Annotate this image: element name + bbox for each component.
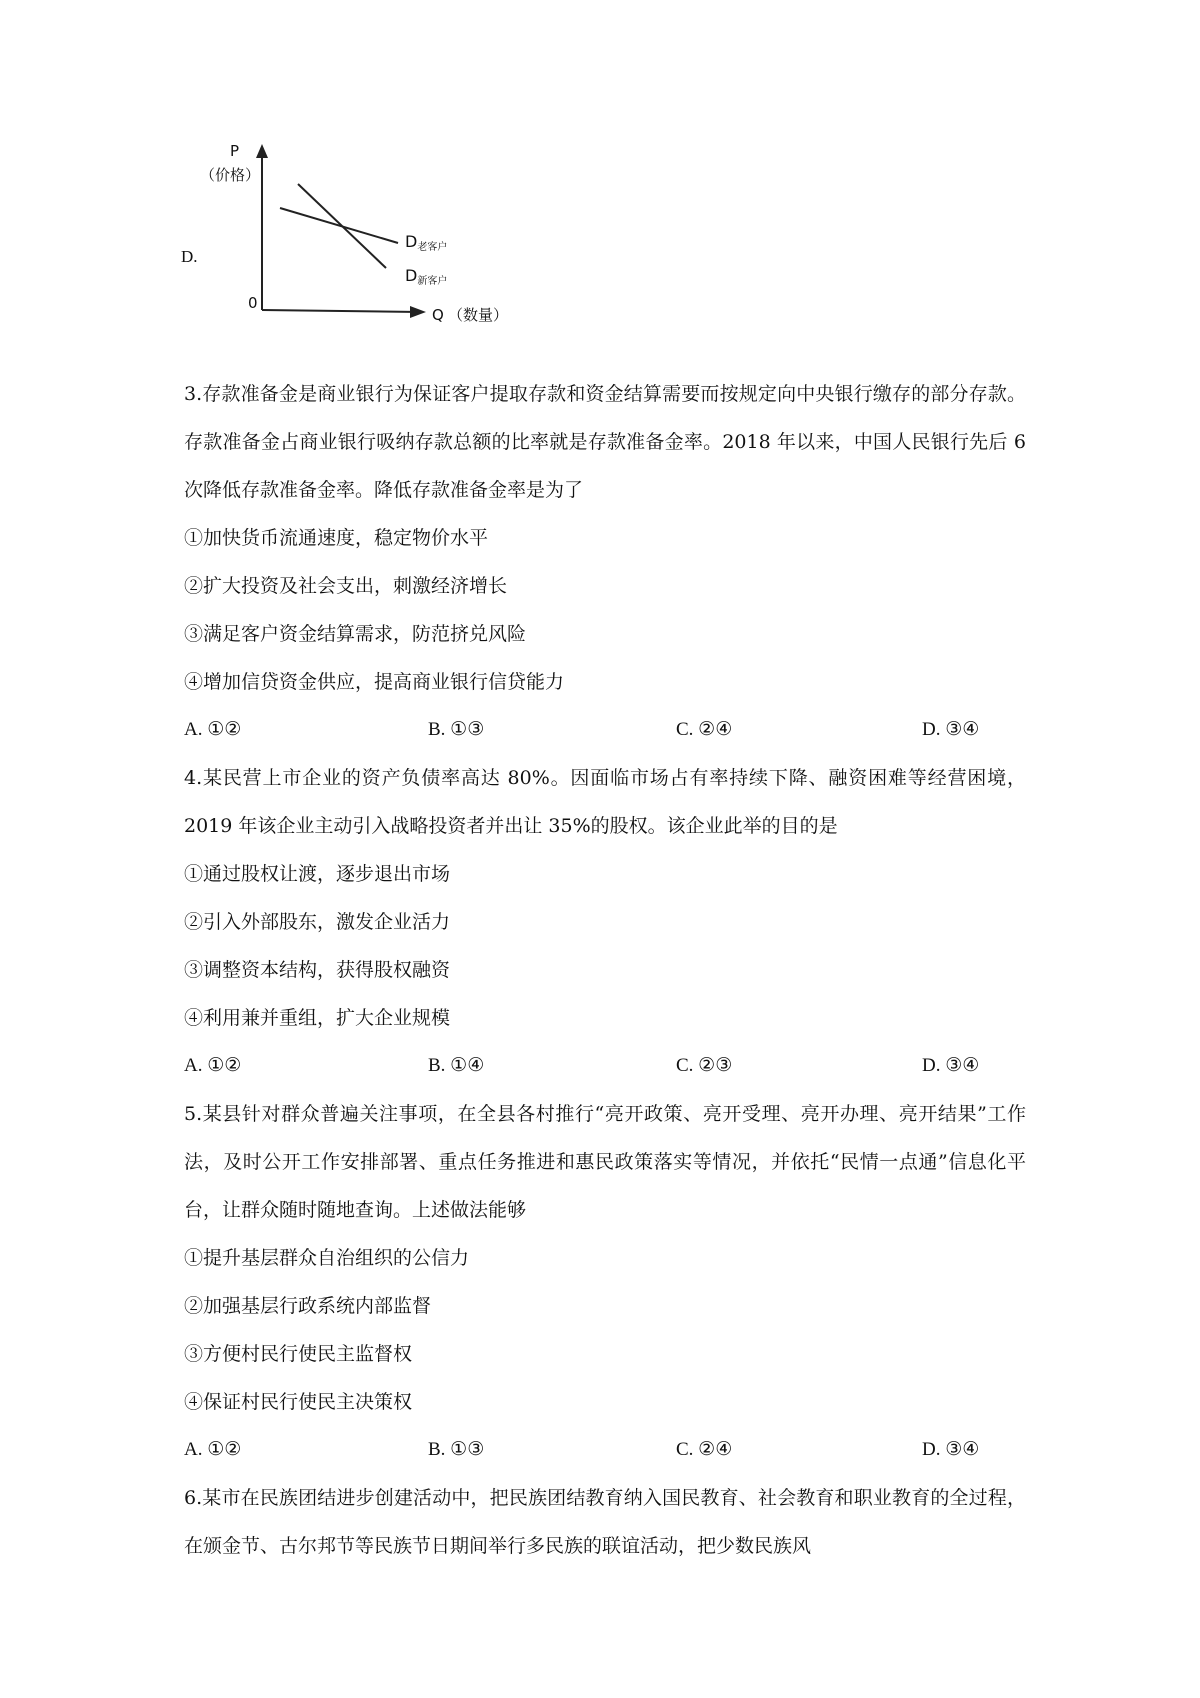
answer-choices — [184, 706, 1026, 754]
statement-4: ④利用兼并重组，扩大企业规模 — [184, 1007, 451, 1029]
question-stem: 3.存款准备金是商业银行为保证客户提取存款和资金结算需要而按规定向中央银行缴存的部分存款。存款准备金占商业银行吸纳存款总额的比率就是存款准备金率。2018 年以来，中国人民银行先后 6 次降低存款准备金率。降低存款准备金率是为了 — [184, 383, 1026, 501]
x-axis-arrow — [410, 306, 426, 318]
answer-d: D. ③④ — [922, 719, 980, 740]
origin-label: 0 — [248, 294, 258, 312]
answer-c: C. ②④ — [676, 719, 733, 740]
demand-graph-svg — [200, 140, 580, 360]
statement-3: ③调整资本结构，获得股权融资 — [184, 959, 451, 981]
curve-old-main: D — [405, 232, 418, 251]
questions-content — [184, 370, 1026, 1570]
demand-graph — [200, 140, 580, 360]
statement-2: ②引入外部股东，激发企业活力 — [184, 911, 451, 933]
curve-new-label — [405, 266, 447, 287]
statement-2: ②加强基层行政系统内部监督 — [184, 1295, 432, 1317]
answer-b: B. ①③ — [428, 719, 485, 740]
answer-c: C. ②④ — [676, 1439, 733, 1460]
curve-old-label — [405, 232, 447, 253]
statement-4: ④保证村民行使民主决策权 — [184, 1391, 413, 1413]
statement-3: ③方便村民行使民主监督权 — [184, 1343, 413, 1365]
curve-new-sub: 新客户 — [417, 276, 448, 287]
x-axis-name: （数量） — [448, 306, 509, 324]
answer-b: B. ①④ — [428, 1055, 485, 1076]
question-stem: 5.某县针对群众普遍关注事项，在全县各村推行“亮开政策、亮开受理、亮开办理、亮开结果”工作法，及时公开工作安排部署、重点任务推进和惠民政策落实等情况，并依托“民情一点通”信息化平台，让群众随时随地查询。上述做法能够 — [184, 1103, 1026, 1221]
question-stem: 4.某民营上市企业的资产负债率高达 80%。因面临市场占有率持续下降、融资困难等经营困境，2019 年该企业主动引入战略投资者并出让 35%的股权。该企业此举的目的是 — [184, 767, 1026, 837]
y-axis-letter: P — [230, 142, 240, 160]
answer-choices — [184, 1426, 1026, 1474]
curve-old-sub: 老客户 — [417, 242, 448, 253]
y-axis-name: （价格） — [200, 166, 261, 184]
curve-old-customers — [280, 208, 398, 243]
curve-new-customers — [298, 184, 386, 268]
y-axis-arrow — [256, 144, 268, 158]
x-axis-letter: Q — [432, 306, 444, 324]
option-d-label: D. — [181, 247, 198, 266]
question-3 — [184, 370, 1026, 754]
answer-b: B. ①③ — [428, 1439, 485, 1460]
answer-choices — [184, 1042, 1026, 1090]
answer-d: D. ③④ — [922, 1439, 980, 1460]
answer-a: A. ①② — [184, 1439, 242, 1460]
statement-3: ③满足客户资金结算需求，防范挤兑风险 — [184, 623, 527, 645]
question-stem: 6.某市在民族团结进步创建活动中，把民族团结教育纳入国民教育、社会教育和职业教育的全过程，在颁金节、古尔邦节等民族节日期间举行多民族的联谊活动，把少数民族风 — [184, 1487, 1026, 1557]
statement-1: ①加快货币流通速度，稳定物价水平 — [184, 527, 489, 549]
curve-new-main: D — [405, 266, 418, 285]
x-axis — [262, 310, 420, 312]
question-4 — [184, 754, 1026, 1090]
statement-2: ②扩大投资及社会支出，刺激经济增长 — [184, 575, 508, 597]
answer-a: A. ①② — [184, 719, 242, 740]
answer-a: A. ①② — [184, 1055, 242, 1076]
answer-c: C. ②③ — [676, 1055, 733, 1076]
statement-4: ④增加信贷资金供应，提高商业银行信贷能力 — [184, 671, 565, 693]
question-5 — [184, 1090, 1026, 1474]
question-6 — [184, 1474, 1026, 1570]
statement-1: ①提升基层群众自治组织的公信力 — [184, 1247, 470, 1269]
statement-1: ①通过股权让渡，逐步退出市场 — [184, 863, 451, 885]
answer-d: D. ③④ — [922, 1055, 980, 1076]
